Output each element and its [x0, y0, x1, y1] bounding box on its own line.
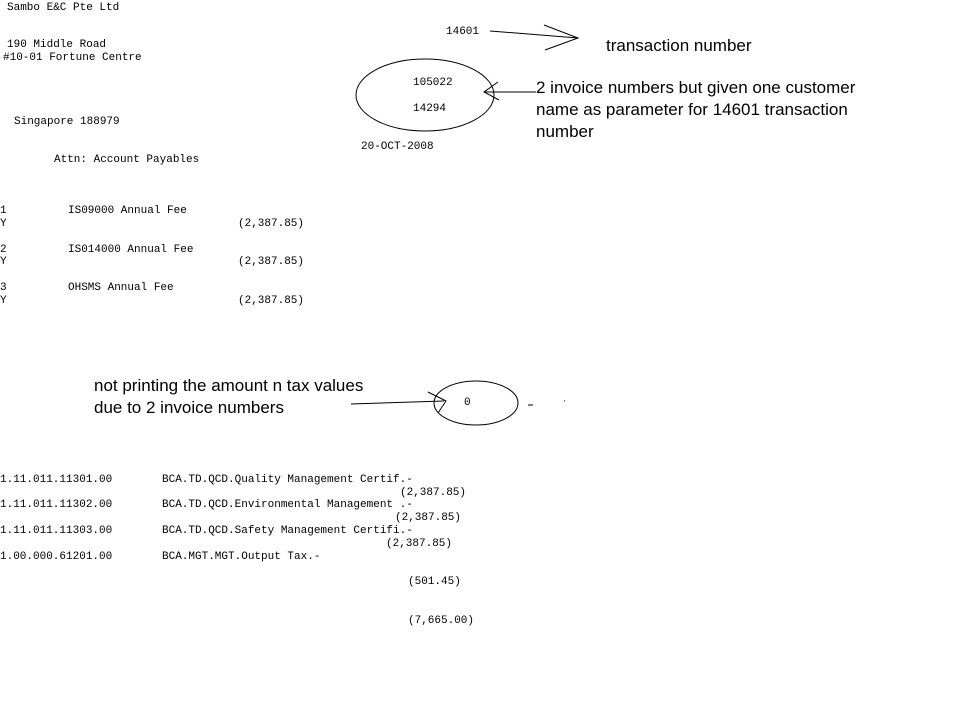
gl-account: 1.11.011.11302.00	[0, 499, 113, 511]
invoice-note-line-3: number	[536, 122, 594, 141]
gl-account: 1.11.011.11301.00	[0, 474, 113, 486]
gl-description: BCA.TD.QCD.Safety Management Certifi.-	[162, 525, 413, 537]
line-item-description: IS09000 Annual Fee	[68, 205, 187, 217]
address-line-3: Singapore 188979	[14, 116, 120, 128]
invoice-number-2: 14294	[413, 103, 447, 115]
gl-description: BCA.MGT.MGT.Output Tax.-	[162, 551, 321, 563]
attention-line: Attn: Account Payables	[54, 154, 200, 166]
line-item-number: 2	[0, 244, 7, 256]
invoice-number-1: 105022	[413, 77, 453, 89]
line-item-number: 1	[0, 205, 7, 217]
line-item-flag: Y	[0, 256, 7, 268]
gl-amount: (2,387.85)	[395, 512, 462, 524]
gl-amount: (2,387.85)	[400, 487, 467, 499]
company-name: Sambo E&C Pte Ltd	[7, 2, 120, 14]
address-line-1: 190 Middle Road	[7, 39, 107, 51]
amount-arrow-shaft	[351, 401, 444, 404]
line-item-description: IS014000 Annual Fee	[68, 244, 194, 256]
line-item-flag: Y	[0, 218, 7, 230]
address-line-2: #10-01 Fortune Centre	[3, 52, 142, 64]
invoice-note-line-2: name as parameter for 14601 transaction	[536, 100, 848, 119]
line-item-amount: (2,387.85)	[238, 218, 305, 230]
zero-value-ellipse	[434, 381, 518, 425]
transaction-arrow-shaft	[490, 31, 578, 38]
gl-amount: (2,387.85)	[386, 538, 453, 550]
line-item-amount: (2,387.85)	[238, 295, 305, 307]
line-item-flag: Y	[0, 295, 7, 307]
tax-amount: (501.45)	[408, 576, 461, 588]
invoice-numbers-ellipse	[356, 59, 494, 131]
transaction-number-note: transaction number	[606, 36, 752, 55]
line-item-amount: (2,387.85)	[238, 256, 305, 268]
gl-description: BCA.TD.QCD.Quality Management Certif.-	[162, 474, 413, 486]
amount-note-line-1: not printing the amount n tax values	[94, 376, 364, 395]
line-item-number: 3	[0, 282, 7, 294]
transaction-date: 20-OCT-2008	[361, 141, 434, 153]
gl-description: BCA.TD.QCD.Environmental Management .-	[162, 499, 413, 511]
amount-note-line-2: due to 2 invoice numbers	[94, 398, 284, 417]
transaction-number: 14601	[446, 26, 480, 38]
gl-account: 1.00.000.61201.00	[0, 551, 113, 563]
total-amount: (7,665.00)	[408, 615, 475, 627]
invoice-note-line-1: 2 invoice numbers but given one customer	[536, 78, 856, 97]
gl-account: 1.11.011.11303.00	[0, 525, 113, 537]
circled-zero-value: 0	[464, 397, 471, 409]
line-item-description: OHSMS Annual Fee	[68, 282, 174, 294]
